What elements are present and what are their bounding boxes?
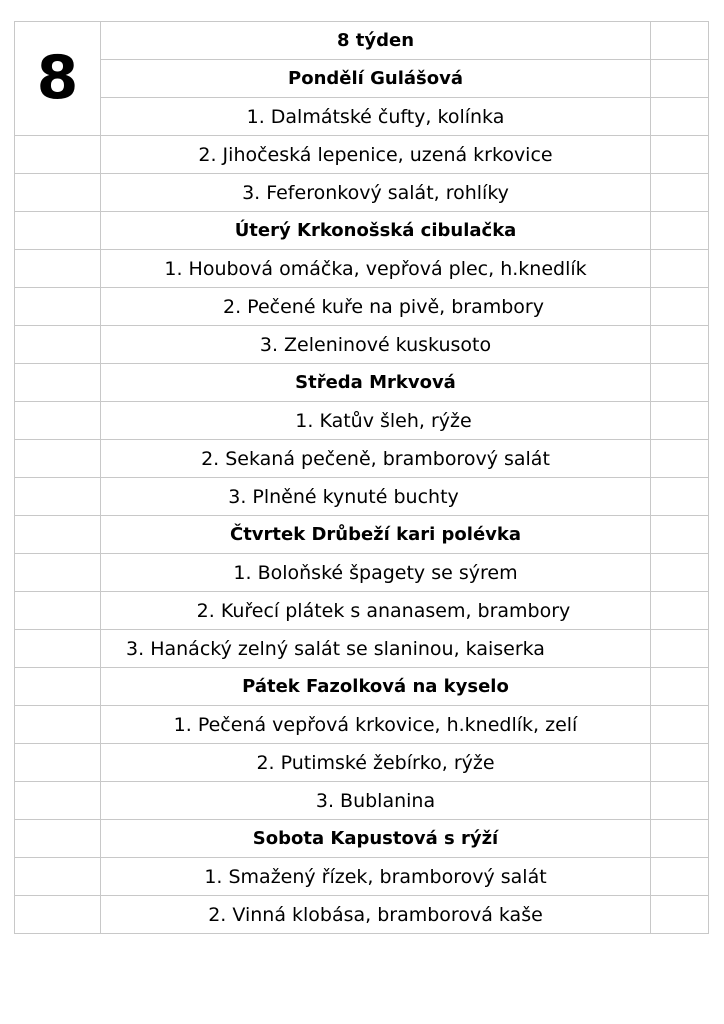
day-heading-cell xyxy=(101,668,651,706)
dish-cell xyxy=(101,592,651,630)
menu-row xyxy=(15,212,709,250)
right-blank-cell xyxy=(651,440,709,478)
menu-row xyxy=(15,22,709,60)
menu-row xyxy=(15,896,709,934)
right-blank-cell xyxy=(651,896,709,934)
dish-text: 1. Dalmátské čufty, kolínka xyxy=(246,105,505,128)
day-heading-cell xyxy=(101,22,651,60)
dish-text: 2. Sekaná pečeně, bramborový salát xyxy=(201,447,550,470)
day-heading: Pondělí Gulášová xyxy=(288,68,463,89)
menu-row xyxy=(15,440,709,478)
right-blank-cell xyxy=(651,744,709,782)
right-blank-cell xyxy=(651,782,709,820)
day-heading-cell xyxy=(101,516,651,554)
dish-cell xyxy=(101,554,651,592)
week-number: 8 xyxy=(15,22,101,136)
day-heading: Středa Mrkvová xyxy=(295,372,456,393)
left-blank-cell xyxy=(15,706,101,744)
dish-text: 3. Bublanina xyxy=(315,789,436,812)
dish-cell xyxy=(101,174,651,212)
menu-row xyxy=(15,630,709,668)
dish-cell xyxy=(101,744,651,782)
menu-row xyxy=(15,668,709,706)
dish-text: 1. Houbová omáčka, vepřová plec, h.knedlík xyxy=(164,257,587,280)
right-blank-cell xyxy=(651,668,709,706)
right-blank-cell xyxy=(651,820,709,858)
menu-row xyxy=(15,288,709,326)
left-blank-cell xyxy=(15,364,101,402)
right-blank-cell xyxy=(651,592,709,630)
day-heading-cell xyxy=(101,364,651,402)
day-heading: Úterý Krkonošská cibulačka xyxy=(234,220,517,241)
menu-row xyxy=(15,744,709,782)
right-blank-cell xyxy=(651,364,709,402)
dish-cell xyxy=(101,706,651,744)
left-blank-cell xyxy=(15,896,101,934)
dish-text: 3. Plněné kynuté buchty xyxy=(228,485,459,508)
dish-text: 3. Hanácký zelný salát se slaninou, kaiserka xyxy=(126,637,545,660)
dish-text: 2. Putimské žebírko, rýže xyxy=(256,751,495,774)
dish-cell xyxy=(101,630,651,668)
menu-row xyxy=(15,60,709,98)
left-blank-cell xyxy=(15,136,101,174)
day-heading-cell xyxy=(101,60,651,98)
day-heading-cell xyxy=(101,820,651,858)
left-blank-cell xyxy=(15,326,101,364)
right-blank-cell xyxy=(651,478,709,516)
dish-cell xyxy=(101,782,651,820)
dish-cell xyxy=(101,478,651,516)
left-blank-cell xyxy=(15,630,101,668)
menu-row xyxy=(15,554,709,592)
right-blank-cell xyxy=(651,22,709,60)
dish-text: 2. Vinná klobása, bramborová kaše xyxy=(208,903,543,926)
right-blank-cell xyxy=(651,174,709,212)
dish-text: 1. Smažený řízek, bramborový salát xyxy=(204,865,547,888)
right-blank-cell xyxy=(651,554,709,592)
right-blank-cell xyxy=(651,250,709,288)
left-blank-cell xyxy=(15,440,101,478)
right-blank-cell xyxy=(651,60,709,98)
menu-row xyxy=(15,250,709,288)
right-blank-cell xyxy=(651,212,709,250)
weekly-menu-table xyxy=(14,21,709,934)
dish-cell xyxy=(101,896,651,934)
right-blank-cell xyxy=(651,630,709,668)
left-blank-cell xyxy=(15,174,101,212)
menu-row xyxy=(15,592,709,630)
left-blank-cell xyxy=(15,554,101,592)
dish-text: 1. Pečená vepřová krkovice, h.knedlík, zelí xyxy=(173,713,578,736)
menu-row xyxy=(15,98,709,136)
dish-text: 2. Pečené kuře na pivě, brambory xyxy=(223,295,544,318)
menu-row xyxy=(15,478,709,516)
left-blank-cell xyxy=(15,592,101,630)
dish-cell xyxy=(101,326,651,364)
menu-body xyxy=(15,22,709,934)
dish-cell xyxy=(101,402,651,440)
day-heading: 8 týden xyxy=(336,30,415,51)
menu-row xyxy=(15,782,709,820)
dish-text: 3. Zeleninové kuskusoto xyxy=(259,333,492,356)
dish-text: 2. Jihočeská lepenice, uzená krkovice xyxy=(198,143,553,166)
dish-cell xyxy=(101,250,651,288)
menu-row xyxy=(15,402,709,440)
menu-row xyxy=(15,364,709,402)
left-blank-cell xyxy=(15,288,101,326)
left-blank-cell xyxy=(15,516,101,554)
day-heading: Pátek Fazolková na kyselo xyxy=(242,676,509,697)
left-blank-cell xyxy=(15,782,101,820)
right-blank-cell xyxy=(651,136,709,174)
menu-row xyxy=(15,858,709,896)
menu-row xyxy=(15,174,709,212)
left-blank-cell xyxy=(15,212,101,250)
day-heading: Čtvrtek Drůbeží kari polévka xyxy=(229,524,522,545)
right-blank-cell xyxy=(651,516,709,554)
dish-cell xyxy=(101,288,651,326)
right-blank-cell xyxy=(651,326,709,364)
right-blank-cell xyxy=(651,858,709,896)
left-blank-cell xyxy=(15,478,101,516)
left-blank-cell xyxy=(15,402,101,440)
right-blank-cell xyxy=(651,402,709,440)
menu-row xyxy=(15,516,709,554)
menu-row xyxy=(15,136,709,174)
left-blank-cell xyxy=(15,820,101,858)
dish-text: 3. Feferonkový salát, rohlíky xyxy=(242,181,509,204)
dish-text: 1. Katův šleh, rýže xyxy=(295,409,472,432)
right-blank-cell xyxy=(651,288,709,326)
menu-row xyxy=(15,820,709,858)
dish-text: 2. Kuřecí plátek s ananasem, brambory xyxy=(196,599,571,622)
day-heading-cell xyxy=(101,212,651,250)
dish-cell xyxy=(101,858,651,896)
dish-cell xyxy=(101,136,651,174)
dish-cell xyxy=(101,98,651,136)
menu-row xyxy=(15,706,709,744)
dish-cell xyxy=(101,440,651,478)
left-blank-cell xyxy=(15,668,101,706)
dish-text: 1. Boloňské špagety se sýrem xyxy=(233,561,518,584)
left-blank-cell xyxy=(15,250,101,288)
right-blank-cell xyxy=(651,706,709,744)
left-blank-cell xyxy=(15,858,101,896)
right-blank-cell xyxy=(651,98,709,136)
day-heading: Sobota Kapustová s rýží xyxy=(252,828,499,849)
menu-row xyxy=(15,326,709,364)
left-blank-cell xyxy=(15,744,101,782)
